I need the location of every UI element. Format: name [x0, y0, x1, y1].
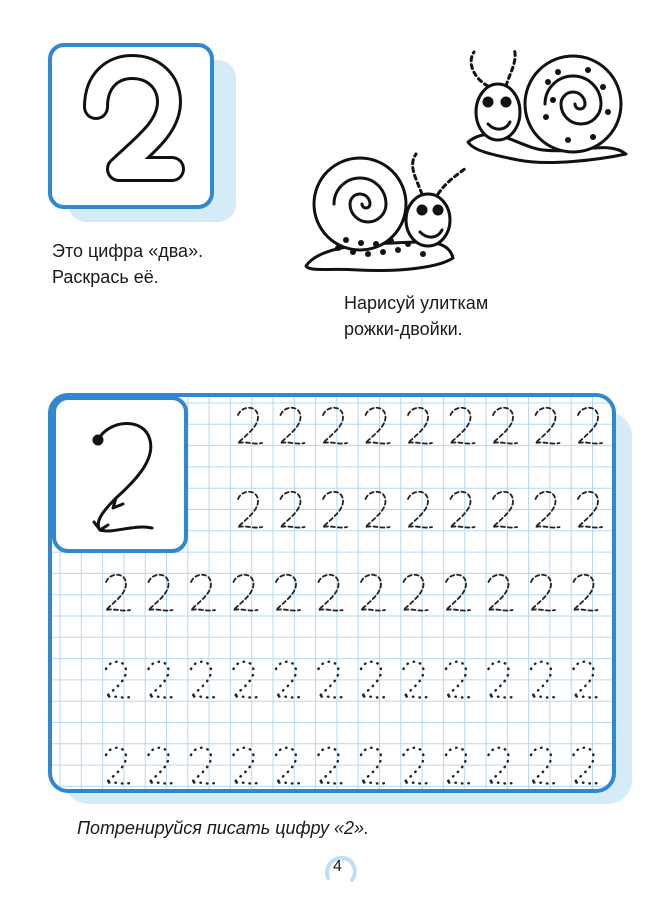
outlined-digit-two	[52, 47, 210, 205]
practice-digit-two	[106, 575, 130, 611]
practice-digit-two	[281, 408, 305, 444]
practice-digit-two	[578, 408, 602, 444]
stroke-order-digit-two	[56, 400, 184, 549]
practice-digit-two	[489, 748, 513, 784]
practice-digit-two	[238, 408, 262, 444]
practice-digit-two	[234, 748, 258, 784]
practice-digit-two	[536, 408, 560, 444]
practice-digit-two	[531, 748, 555, 784]
practice-digit-two	[323, 408, 347, 444]
stroke-order-card	[52, 396, 188, 553]
practice-digit-two	[361, 748, 385, 784]
digit-card	[48, 43, 214, 209]
snail-illustration-top	[448, 42, 633, 172]
practice-digit-two	[574, 575, 598, 611]
practice-digit-two	[451, 408, 475, 444]
practice-digit-two	[446, 748, 470, 784]
practice-digit-two	[149, 575, 173, 611]
practice-digit-two	[149, 748, 173, 784]
practice-digit-two	[489, 575, 513, 611]
snail-illustration-bottom	[298, 148, 473, 278]
snail-instruction	[344, 290, 488, 342]
practice-digit-two	[276, 748, 300, 784]
color-instruction-line2: Раскрась её.	[52, 267, 159, 287]
snail-instruction-line1: Нарисуй улиткам	[344, 293, 489, 313]
snail-instruction-line2: рожки-двойки.	[344, 319, 463, 339]
practice-digit-two	[361, 575, 385, 611]
practice-digit-two	[493, 408, 517, 444]
page-number-label: 4	[333, 858, 342, 875]
practice-digit-two	[404, 748, 428, 784]
color-instruction-line1: Это цифра «два».	[52, 241, 204, 261]
practice-digit-two	[234, 575, 258, 611]
practice-digit-two	[319, 575, 343, 611]
practice-digit-two	[276, 575, 300, 611]
practice-digit-two	[531, 575, 555, 611]
page-number	[320, 852, 360, 886]
practice-digit-two	[574, 748, 598, 784]
practice-digit-two	[366, 408, 390, 444]
practice-digit-two	[191, 748, 215, 784]
color-instruction	[52, 238, 203, 290]
practice-digit-two	[106, 748, 130, 784]
practice-digit-two	[408, 408, 432, 444]
practice-digit-two	[191, 575, 215, 611]
practice-digit-two	[404, 575, 428, 611]
practice-instruction: Потренируйся писать цифру «2».	[77, 818, 369, 838]
practice-digit-two	[319, 748, 343, 784]
practice-digit-two	[446, 575, 470, 611]
